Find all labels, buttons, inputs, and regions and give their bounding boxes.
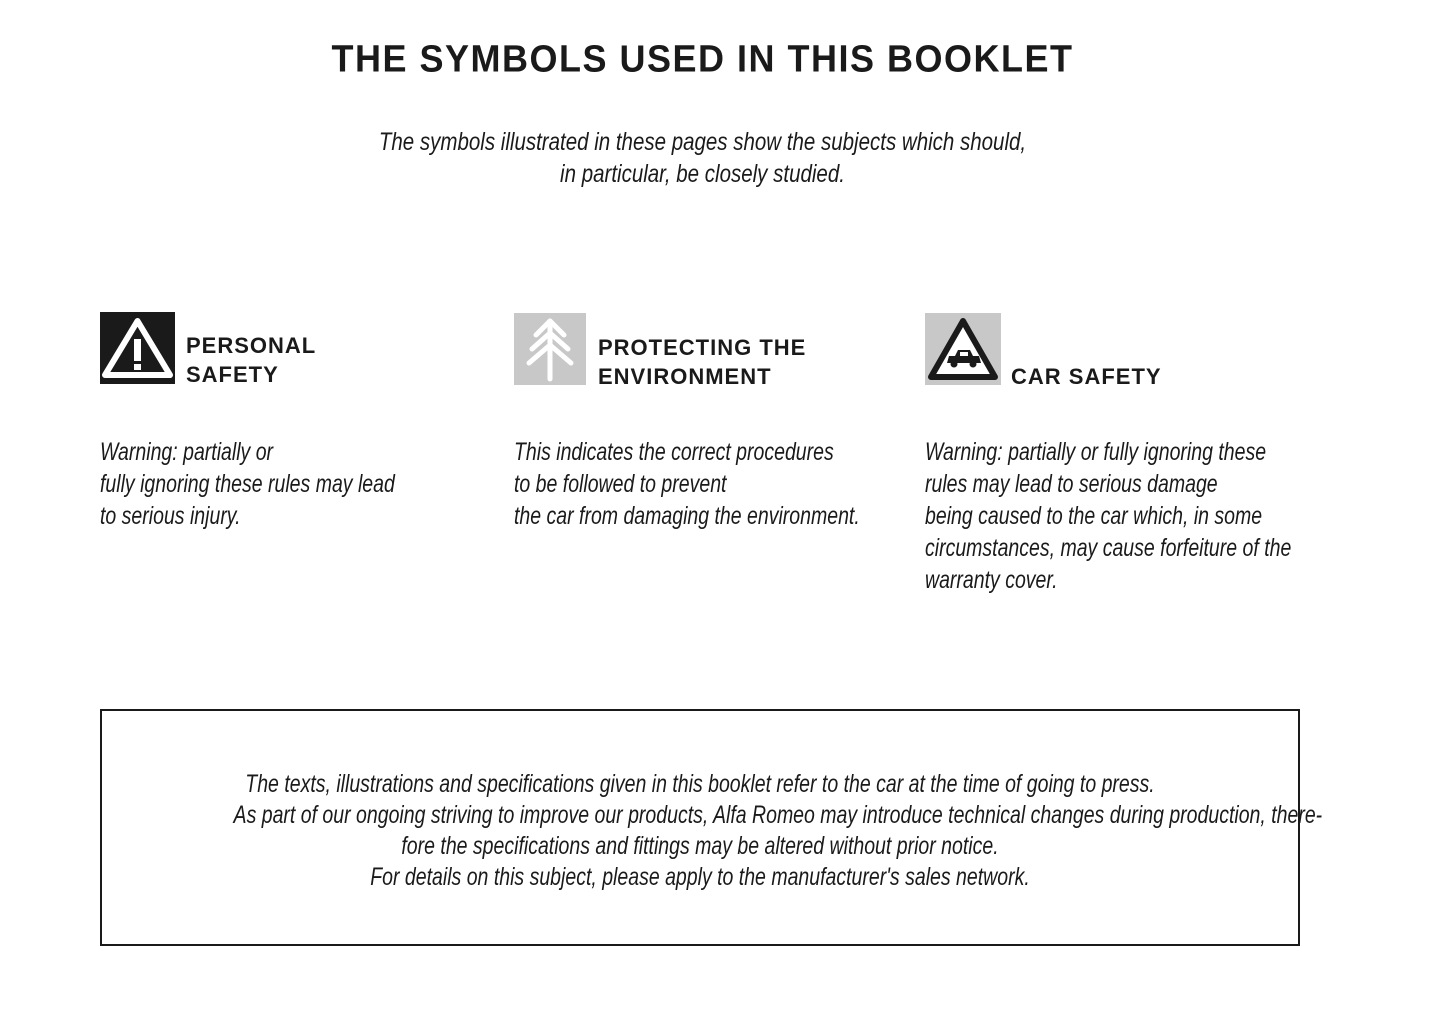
page-title: THE SYMBOLS USED IN THIS BOOKLET: [331, 36, 1074, 80]
heading-line: ENVIRONMENT: [598, 364, 772, 389]
notice-box: [100, 709, 1323, 946]
notice-line: The texts, illustrations and specifications given in this booklet refer to the car at the time of going to press.: [245, 770, 1155, 798]
tree-icon: [514, 313, 589, 385]
description-line: rules may lead to serious damage: [925, 470, 1218, 498]
intro-line: in particular, be closely studied.: [560, 160, 845, 188]
heading-line: PROTECTING THE: [598, 335, 807, 360]
symbol-heading: [1011, 362, 1162, 391]
description-line: circumstances, may cause forfeiture of the: [925, 534, 1292, 562]
description-line: being caused to the car which, in some: [925, 502, 1263, 530]
description-line: to serious injury.: [100, 502, 241, 530]
description-line: Warning: partially or fully ignoring these: [925, 438, 1267, 466]
symbol-description: [514, 436, 860, 532]
warning-triangle-icon: [100, 312, 175, 384]
notice-line: For details on this subject, please apply to the manufacturer's sales network.: [370, 863, 1030, 891]
symbol-description: [100, 436, 395, 532]
heading-line: PERSONAL: [186, 333, 317, 358]
car-warning-triangle-icon: [925, 313, 1000, 385]
description-line: the car from damaging the environment.: [514, 502, 860, 530]
intro-text: [0, 126, 1405, 190]
description-line: fully ignoring these rules may lead: [100, 470, 395, 498]
notice-text: [102, 769, 1323, 893]
symbol-heading: [186, 331, 316, 389]
symbol-heading: [598, 333, 806, 391]
intro-line: The symbols illustrated in these pages show the subjects which should,: [378, 128, 1027, 156]
notice-line: fore the specifications and fittings may be altered without prior notice.: [401, 832, 999, 860]
notice-line: As part of our ongoing striving to improve our products, Alfa Romeo may introduce technical changes during production, there-: [233, 801, 1323, 829]
symbol-description: [925, 436, 1291, 596]
description-line: Warning: partially or: [100, 438, 274, 466]
heading-line: CAR SAFETY: [1011, 364, 1162, 389]
description-line: warranty cover.: [925, 566, 1058, 594]
description-line: to be followed to prevent: [514, 470, 727, 498]
heading-line: SAFETY: [186, 362, 279, 387]
description-line: This indicates the correct procedures: [514, 438, 834, 466]
